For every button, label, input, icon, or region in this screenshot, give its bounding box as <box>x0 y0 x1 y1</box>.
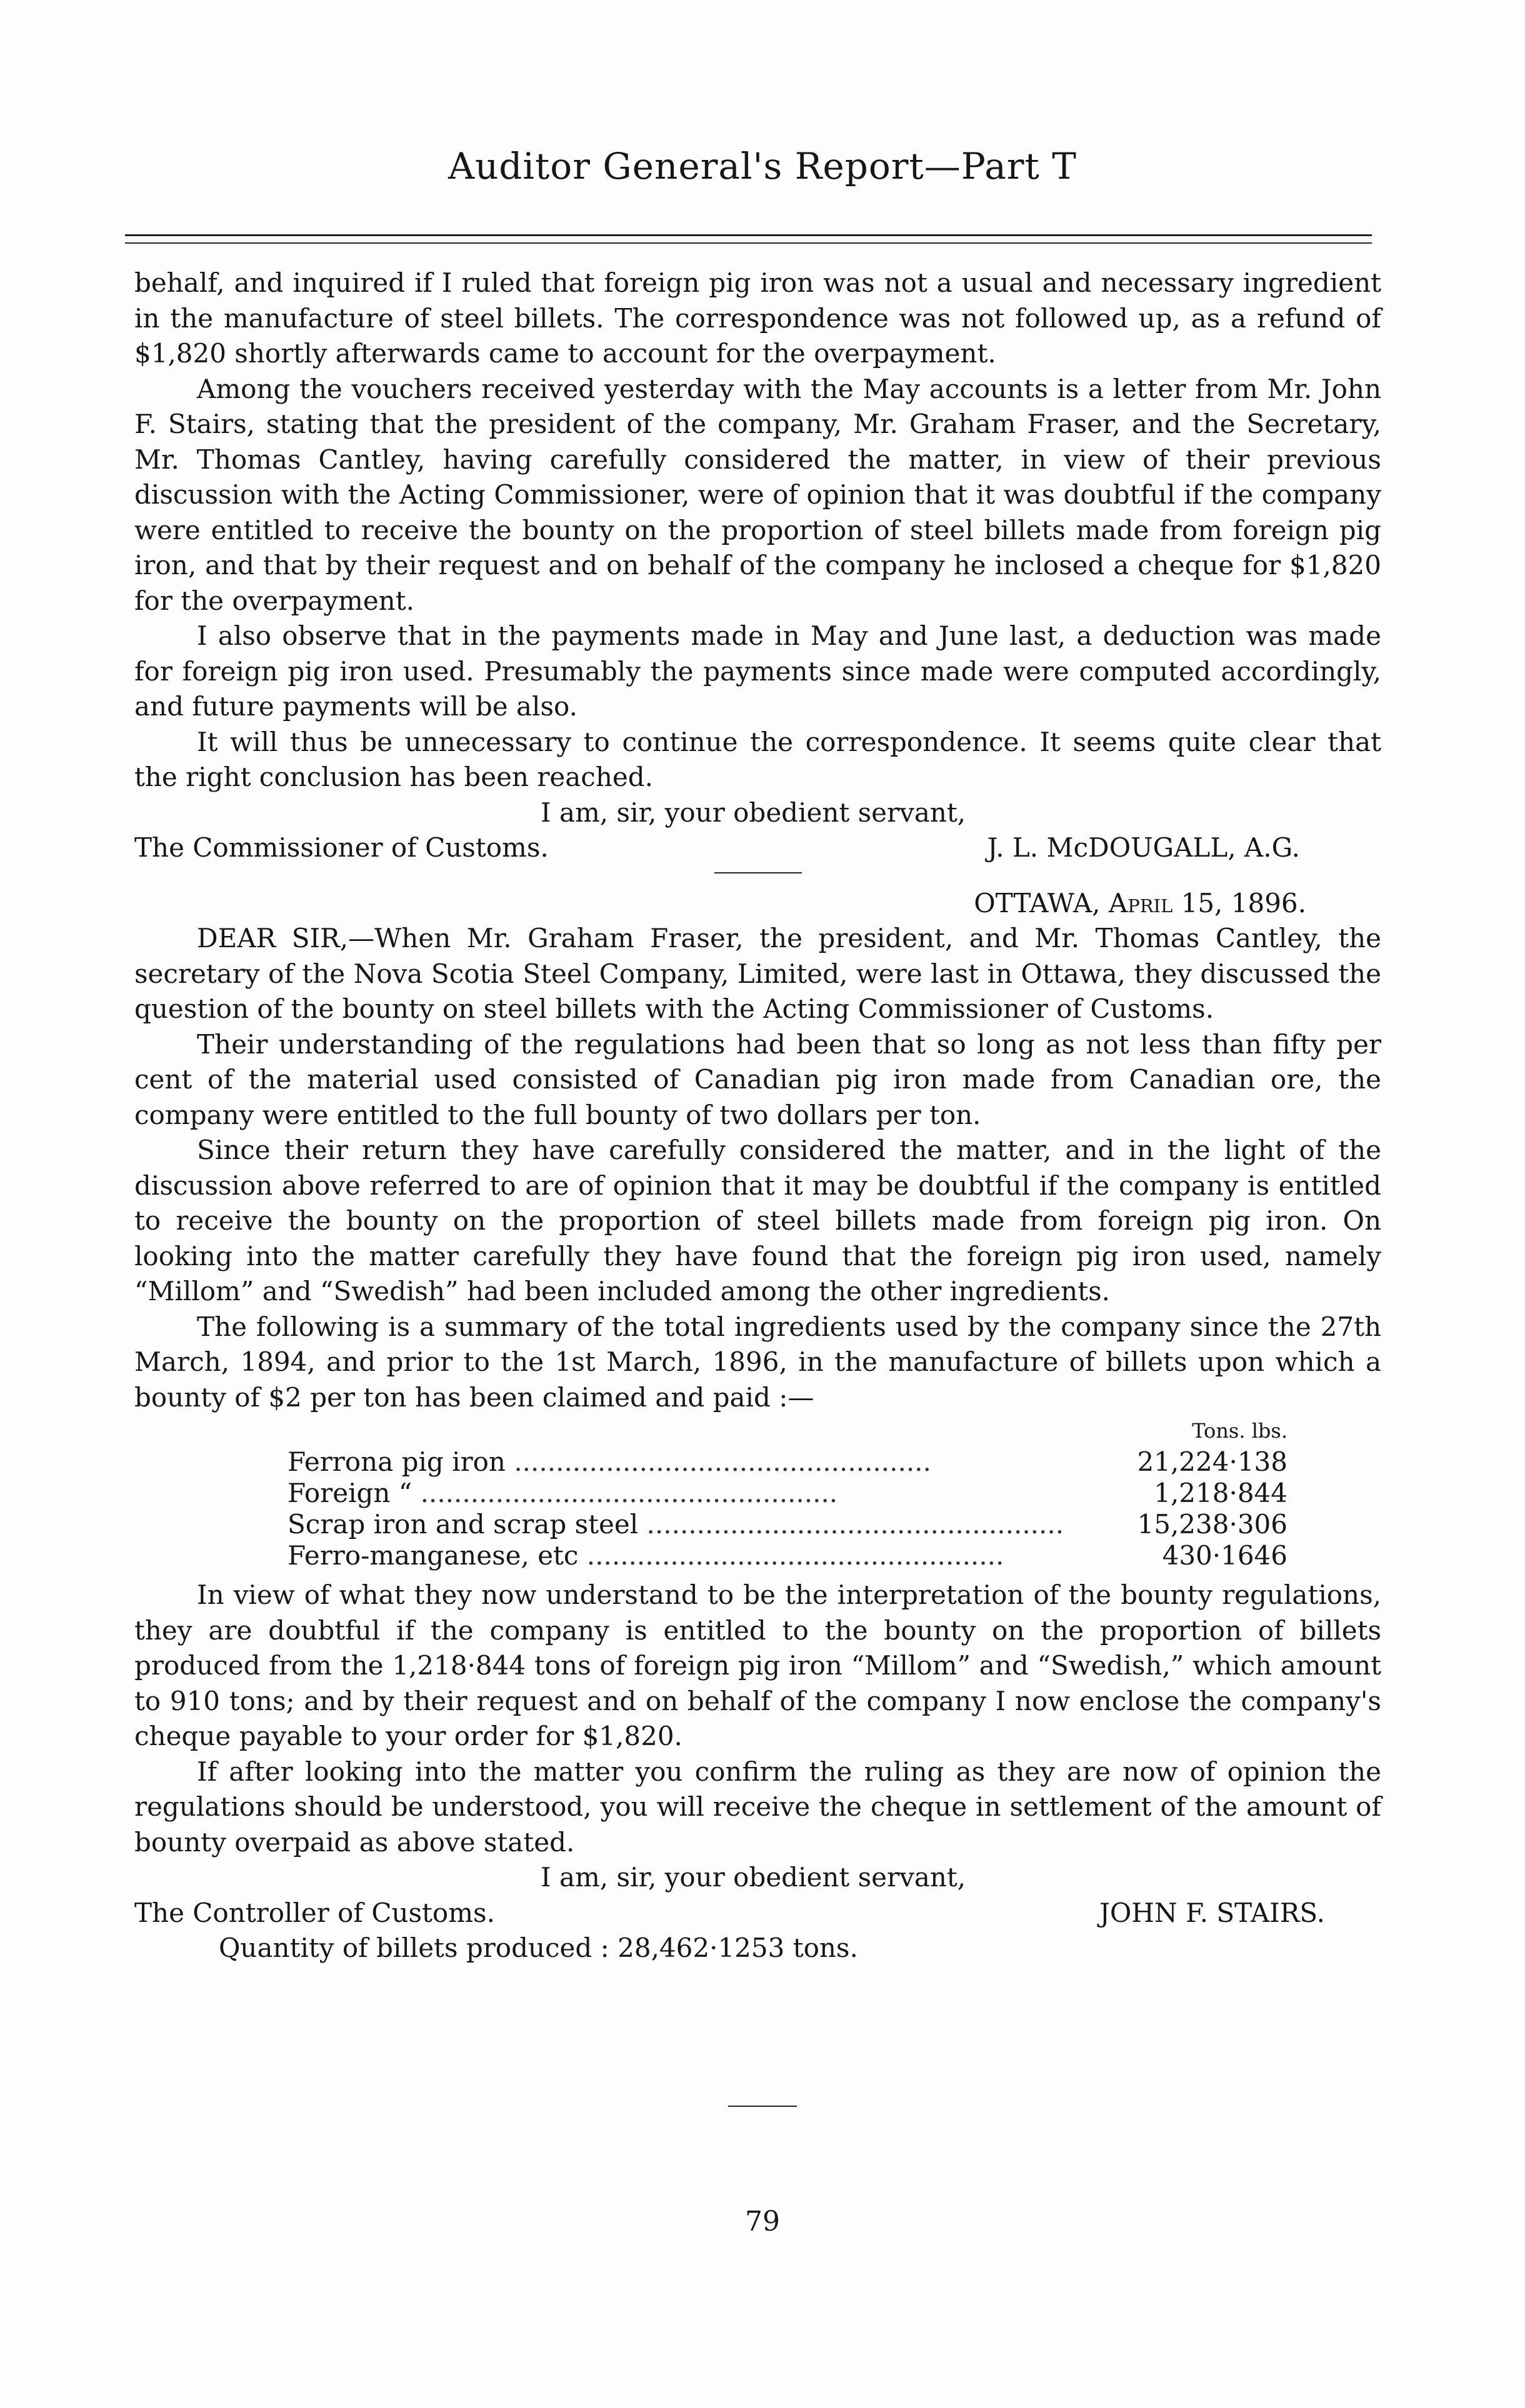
letter1-paragraph: It will thus be unnecessary to continue the correspondence. It seems quite clear that the right conclusion has been reached. <box>134 726 1381 792</box>
header-rule-top <box>125 234 1372 236</box>
page-number: 79 <box>745 2206 780 2237</box>
ingredients-table-header <box>288 1415 1288 1446</box>
letter1-paragraph: Among the vouchers received yesterday with the May accounts is a letter from Mr. John F. Stairs, stating that the president of the company, Mr. Graham Fraser, and the Secretary, Mr. Thomas Cantley, having carefully considered the matter, in view of their previous discussion with the Acting Commissioner, were of opinion that it was doubtful if the company were entitled to receive the bounty on the proportion of steel billets made from foreign pig iron, and that by their request and on behalf of the company he inclosed a cheque for $1,820 for the overpayment. <box>134 373 1381 616</box>
table-row <box>288 1478 1288 1509</box>
dot-leader: .................................................. <box>505 1446 931 1477</box>
letter-divider <box>714 872 802 873</box>
table-row <box>288 1509 1288 1540</box>
row-item: Scrap iron and scrap steel <box>288 1509 639 1540</box>
letter2-dateline: OTTAWA, April 15, 1896. <box>974 887 1306 918</box>
letter2-signature-line <box>134 1896 1381 1931</box>
letter1-paragraph: I also observe that in the payments made in May and June last, a deduction was made for foreign pig iron used. Presumably the payments since made were computed accordingly, and future payments will be also. <box>134 620 1381 722</box>
page-header: Auditor General's Report—Part T <box>448 145 1077 187</box>
letter2-opening-paragraph <box>134 921 1381 1027</box>
row-qty: 430·1646 <box>1162 1540 1288 1571</box>
letter1-addressee: The Commissioner of Customs. <box>134 832 549 863</box>
row-item: Foreign “ <box>288 1478 412 1508</box>
letter2-paragraph: Since their return they have carefully considered the matter, and in the light of the discussion above referred to are of opinion that it may be doubtful if the company is entitled to receive the bounty on the proportion of steel billets made from foreign pig iron. On looking into the matter carefully they have found that the foreign pig iron used, namely “Millom” and “Swedish” had been included among the other ingredients. <box>134 1135 1381 1306</box>
letter2-addressee: The Controller of Customs. <box>134 1897 495 1928</box>
letter2-paragraph: Their understanding of the regulations had been that so long as not less than fifty per cent of the material used consisted of Canadian pig iron made from Canadian ore, the company were entitled to the full bounty of two dollars per ton. <box>134 1028 1381 1130</box>
letter2-salutation: DEAR SIR, <box>197 923 349 953</box>
letter1-closing: I am, sir, your obedient servant, <box>541 797 966 828</box>
letter2-paragraph: The following is a summary of the total ingredients used by the company since the 27th March, 1894, and prior to the 1st March, 1896, in the manufacture of billets upon which a bounty of $2 per ton has been claimed and paid :— <box>134 1311 1381 1413</box>
dot-leader: .................................................. <box>578 1540 1004 1571</box>
billets-quantity-line: Quantity of billets produced : 28,462·1253 tons. <box>219 1933 858 1963</box>
header-rule-bottom <box>125 242 1372 244</box>
unit-header: Tons. lbs. <box>1192 1419 1288 1443</box>
letter1-paragraph: behalf, and inquired if I ruled that foreign pig iron was not a usual and necessary ingredient in the manufacture of steel billets. The correspondence was not followed up, as a refund of $1,820 shortly afterwards came to account for the overpayment. <box>134 267 1381 369</box>
letter2-closing: I am, sir, your obedient servant, <box>541 1862 966 1893</box>
letter1-signature: J. L. McDOUGALL, A.G. <box>987 832 1300 863</box>
letter2-paragraph: If after looking into the matter you confirm the ruling as they are now of opinion the regulations should be understood, you will receive the cheque in settlement of the amount of bounty overpaid as above stated. <box>134 1756 1381 1858</box>
body-text <box>134 266 1381 1966</box>
header-double-rule <box>125 234 1372 244</box>
row-item: Ferrona pig iron <box>288 1446 506 1477</box>
footer-divider <box>728 2106 797 2107</box>
row-qty: 1,218·844 <box>1154 1478 1288 1508</box>
dot-leader: .................................................. <box>638 1509 1064 1540</box>
letter2-paragraph: In view of what they now understand to be the interpretation of the bounty regulations, they are doubtful if the company is entitled to the bounty on the proportion of billets produced from the 1,218·844 tons of foreign pig iron “Millom” and “Swedish,” which amount to 910 tons; and by their request and on behalf of the company I now enclose the company's cheque payable to your order for $1,820. <box>134 1580 1381 1751</box>
row-qty: 15,238·306 <box>1137 1509 1288 1540</box>
table-row <box>288 1540 1288 1571</box>
letter2-signature: JOHN F. STAIRS. <box>1099 1897 1325 1928</box>
letter2-paragraph: —When Mr. Graham Fraser, the president, and Mr. Thomas Cantley, the secretary of the Nova Scotia Steel Company, Limited, were last in Ottawa, they discussed the question of the bounty on steel billets with the Acting Commissioner of Customs. <box>134 923 1382 1024</box>
table-row <box>288 1446 1288 1478</box>
ingredients-table <box>288 1415 1288 1571</box>
row-item: Ferro-manganese, etc <box>288 1540 579 1571</box>
dot-leader: .................................................. <box>412 1478 838 1508</box>
row-qty: 21,224·138 <box>1137 1446 1288 1477</box>
letter1-signature-line <box>134 830 1381 866</box>
